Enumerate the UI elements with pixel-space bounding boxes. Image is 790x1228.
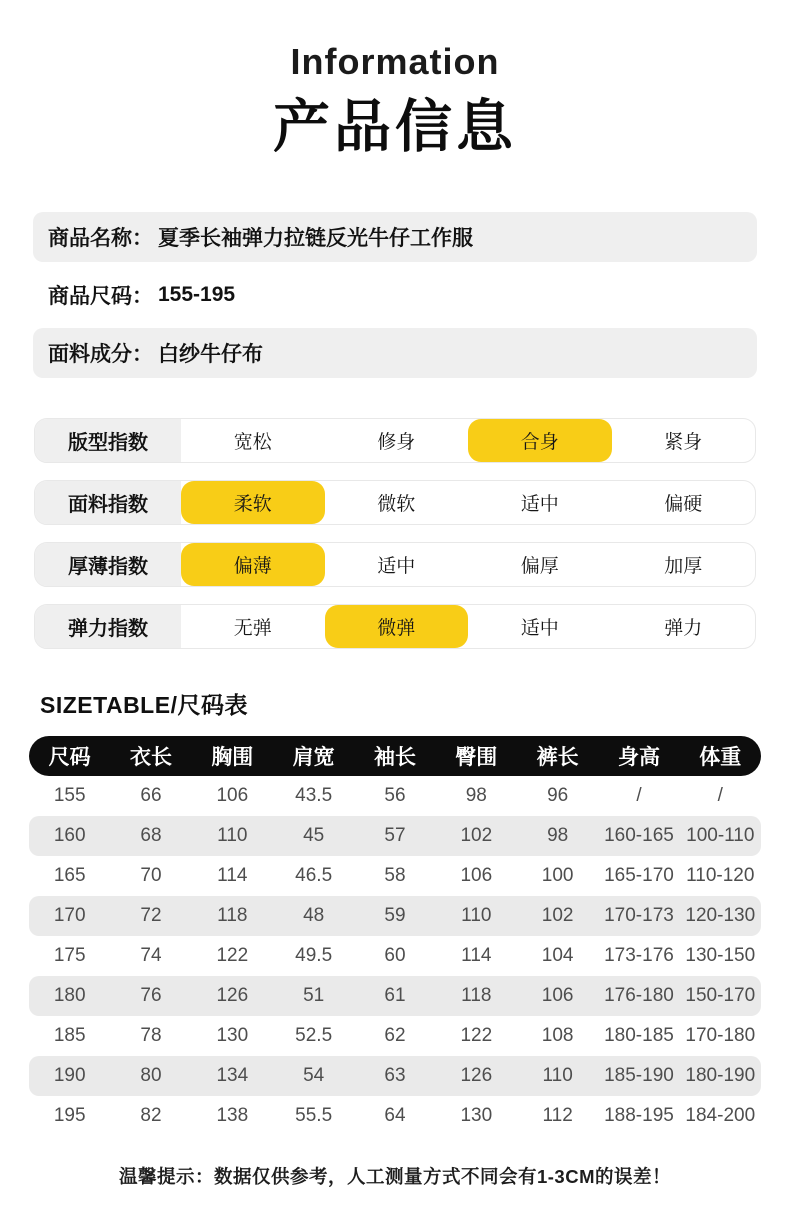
size-table-heading: SIZETABLE/尺码表: [40, 692, 248, 719]
index-row-label: 版型指数: [35, 419, 181, 462]
size-table-cell: 108: [541, 1025, 574, 1047]
size-table-header-cell: 臀围: [455, 746, 498, 770]
index-option: 偏厚: [520, 556, 559, 578]
size-table-cell: 190: [53, 1065, 86, 1087]
size-table-header-cell: 体重: [699, 746, 742, 770]
size-table-cell: 68: [140, 825, 162, 847]
size-table-cell: 52.5: [295, 1025, 333, 1047]
index-row: [34, 418, 756, 463]
size-table-cell: 63: [384, 1065, 406, 1087]
index-option: 适中: [377, 556, 416, 578]
size-table-cell: 170-180: [685, 1025, 756, 1047]
size-table-cell: 120-130: [685, 905, 756, 927]
index-row: [34, 480, 756, 525]
size-table-cell: 114: [217, 865, 248, 887]
size-table-cell: 45: [303, 825, 325, 847]
size-table-cell: 51: [303, 985, 325, 1007]
size-table-cell: /: [636, 785, 642, 807]
index-row: [34, 542, 756, 587]
size-table-cell: 74: [140, 945, 162, 967]
size-table-cell: 110: [542, 1065, 573, 1087]
index-option: 加厚: [664, 556, 703, 578]
size-table-cell: 98: [547, 825, 569, 847]
size-table-row: [29, 816, 761, 856]
size-table-cell: 102: [541, 905, 574, 927]
index-option: 紧身: [664, 432, 703, 454]
size-table-cell: 188-195: [604, 1105, 674, 1127]
index-option-selected: 柔软: [181, 481, 325, 524]
size-table-cell: 49.5: [295, 945, 333, 967]
size-table-cell: 106: [541, 985, 574, 1007]
size-table-cell: 46.5: [295, 865, 333, 887]
page-title-english: Information: [290, 41, 500, 82]
size-table-cell: 130: [460, 1105, 493, 1127]
index-options: [181, 481, 755, 524]
size-table-cell: 58: [384, 865, 406, 887]
size-table-cell: 110-120: [686, 865, 755, 887]
size-table-header-cell: 衣长: [129, 746, 172, 770]
index-option: 偏硬: [664, 494, 703, 516]
size-table-cell: 57: [384, 825, 406, 847]
size-table: [29, 736, 761, 1136]
size-table-cell: 122: [216, 945, 249, 967]
size-table-cell: 61: [384, 985, 406, 1007]
size-table-cell: 180: [53, 985, 86, 1007]
size-table-row: [29, 776, 761, 816]
size-table-cell: 155: [53, 785, 86, 807]
page-title-chinese: 产品信息: [273, 94, 517, 159]
size-table-cell: 70: [140, 865, 162, 887]
size-table-cell: 106: [460, 865, 493, 887]
size-table-cell: 130: [216, 1025, 249, 1047]
size-table-cell: 96: [547, 785, 569, 807]
product-info-label: 商品尺码：: [48, 285, 153, 309]
size-table-header: [29, 736, 761, 776]
size-table-cell: 118: [461, 985, 492, 1007]
size-table-cell: 180-185: [604, 1025, 674, 1047]
index-option: 适中: [520, 494, 559, 516]
index-option: 无弹: [233, 618, 272, 640]
size-table-cell: 170: [53, 905, 86, 927]
size-table-cell: 184-200: [685, 1105, 756, 1127]
size-table-cell: 170-173: [604, 905, 674, 927]
index-options: [181, 543, 755, 586]
size-table-row: [29, 1056, 761, 1096]
size-table-header-cell: 尺码: [48, 746, 91, 770]
size-table-cell: 134: [216, 1065, 249, 1087]
size-table-header-cell: 胸围: [211, 746, 254, 770]
size-table-cell: 82: [140, 1105, 162, 1127]
footer-note: 温馨提示：数据仅供参考，人工测量方式不同会有1-3CM的误差！: [118, 1166, 671, 1188]
size-table-cell: 185: [53, 1025, 86, 1047]
product-info-row: [33, 270, 757, 320]
size-table-cell: 100-110: [686, 825, 755, 847]
size-table-cell: 104: [541, 945, 574, 967]
product-info-value: 夏季长袖弹力拉链反光牛仔工作服: [158, 227, 473, 251]
size-table-cell: 43.5: [295, 785, 333, 807]
size-table-row: [29, 1096, 761, 1136]
product-info-list: [33, 212, 757, 378]
size-table-cell: 54: [303, 1065, 325, 1087]
size-table-cell: 150-170: [685, 985, 756, 1007]
index-options: [181, 419, 755, 462]
size-table-row: [29, 856, 761, 896]
size-table-cell: 122: [460, 1025, 493, 1047]
index-option: 宽松: [233, 432, 272, 454]
size-table-cell: 62: [384, 1025, 406, 1047]
size-table-cell: 160-165: [604, 825, 674, 847]
size-table-cell: 66: [140, 785, 162, 807]
size-table-cell: 100: [541, 865, 574, 887]
size-table-row: [29, 896, 761, 936]
index-options: [181, 605, 755, 648]
size-table-cell: 56: [384, 785, 406, 807]
size-table-cell: /: [717, 785, 723, 807]
size-table-cell: 106: [216, 785, 249, 807]
index-option: 适中: [520, 618, 559, 640]
size-table-cell: 98: [465, 785, 487, 807]
index-option-selected: 微弹: [325, 605, 469, 648]
size-table-cell: 165: [53, 865, 86, 887]
size-table-cell: 72: [140, 905, 162, 927]
size-table-cell: 126: [460, 1065, 493, 1087]
size-table-cell: 78: [140, 1025, 162, 1047]
product-info-label: 面料成分：: [48, 343, 153, 367]
product-info-label: 商品名称：: [48, 227, 153, 251]
index-option: 弹力: [664, 618, 703, 640]
size-table-cell: 160: [53, 825, 86, 847]
size-table-cell: 176-180: [604, 985, 674, 1007]
index-row-label: 厚薄指数: [35, 543, 181, 586]
index-option-selected: 合身: [468, 419, 612, 462]
size-table-cell: 59: [384, 905, 406, 927]
index-row-label: 面料指数: [35, 481, 181, 524]
size-table-cell: 112: [542, 1105, 573, 1127]
size-table-cell: 126: [216, 985, 249, 1007]
size-table-cell: 48: [303, 905, 325, 927]
size-table-cell: 110: [461, 905, 492, 927]
size-table-cell: 138: [216, 1105, 249, 1127]
index-option: 微软: [377, 494, 416, 516]
product-info-value: 155-195: [158, 283, 236, 307]
product-info-row: [33, 328, 757, 378]
size-table-cell: 165-170: [604, 865, 674, 887]
size-table-cell: 102: [460, 825, 493, 847]
size-table-header-cell: 肩宽: [292, 746, 335, 770]
size-table-cell: 180-190: [685, 1065, 756, 1087]
size-table-header-cell: 裤长: [536, 746, 579, 770]
page-header: [0, 0, 790, 158]
size-table-cell: 76: [140, 985, 162, 1007]
size-table-cell: 55.5: [295, 1105, 333, 1127]
product-info-value: 白纱牛仔布: [158, 343, 263, 367]
size-table-cell: 130-150: [685, 945, 756, 967]
index-option-selected: 偏薄: [181, 543, 325, 586]
index-row: [34, 604, 756, 649]
size-table-cell: 64: [384, 1105, 406, 1127]
size-table-cell: 114: [461, 945, 492, 967]
size-table-cell: 175: [53, 945, 86, 967]
size-table-row: [29, 936, 761, 976]
product-info-row: [33, 212, 757, 262]
size-table-cell: 185-190: [604, 1065, 674, 1087]
size-table-row: [29, 1016, 761, 1056]
index-row-label: 弹力指数: [35, 605, 181, 648]
size-table-header-cell: 身高: [617, 746, 660, 770]
size-table-cell: 80: [140, 1065, 162, 1087]
size-table-cell: 60: [384, 945, 406, 967]
index-option: 修身: [377, 432, 416, 454]
fit-index-list: [34, 418, 756, 649]
size-table-cell: 110: [217, 825, 248, 847]
size-table-header-cell: 袖长: [373, 746, 416, 770]
size-table-cell: 118: [217, 905, 248, 927]
size-table-cell: 195: [53, 1105, 86, 1127]
size-table-cell: 173-176: [604, 945, 674, 967]
size-table-row: [29, 976, 761, 1016]
